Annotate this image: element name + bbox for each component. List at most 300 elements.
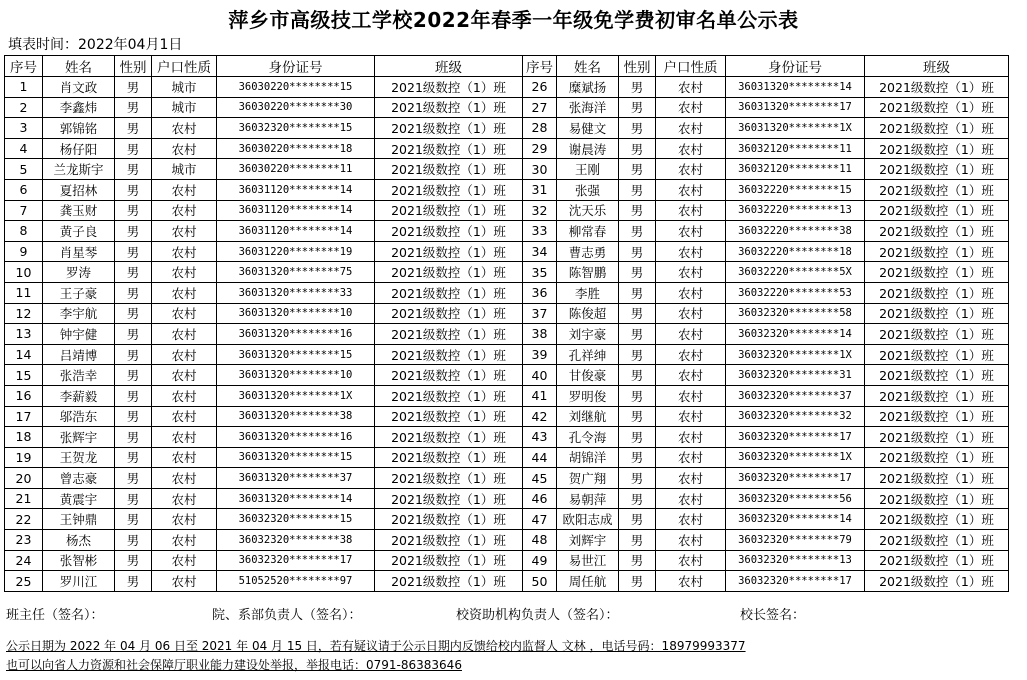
id-number: 36032220********38 bbox=[726, 221, 865, 242]
row-no: 19 bbox=[5, 447, 43, 468]
student-name: 王钟鼎 bbox=[43, 509, 115, 530]
id-number: 36031320********10 bbox=[217, 365, 375, 386]
student-name: 张海洋 bbox=[557, 97, 619, 118]
gender: 男 bbox=[115, 77, 152, 98]
id-number: 36032120********11 bbox=[726, 138, 865, 159]
id-number: 36032120********11 bbox=[726, 159, 865, 180]
row-no: 42 bbox=[523, 406, 557, 427]
id-number: 36031320********15 bbox=[217, 344, 375, 365]
class-name: 2021级数控（1）班 bbox=[375, 406, 523, 427]
row-no: 1 bbox=[5, 77, 43, 98]
student-name: 孔祥绅 bbox=[557, 344, 619, 365]
household-type: 农村 bbox=[152, 138, 217, 159]
gender: 男 bbox=[619, 282, 656, 303]
row-no: 28 bbox=[523, 118, 557, 139]
row-no: 32 bbox=[523, 200, 557, 221]
gender: 男 bbox=[115, 262, 152, 283]
id-number: 36032320********14 bbox=[726, 509, 865, 530]
gender: 男 bbox=[115, 385, 152, 406]
row-no: 46 bbox=[523, 488, 557, 509]
gender: 男 bbox=[619, 241, 656, 262]
table-row bbox=[5, 488, 1009, 509]
household-type: 城市 bbox=[152, 77, 217, 98]
header-name: 姓名 bbox=[43, 56, 115, 77]
household-type: 农村 bbox=[656, 118, 726, 139]
student-name: 张智彬 bbox=[43, 550, 115, 571]
student-name: 易世江 bbox=[557, 550, 619, 571]
class-name: 2021级数控（1）班 bbox=[375, 179, 523, 200]
class-name: 2021级数控（1）班 bbox=[375, 200, 523, 221]
id-number: 36032320********38 bbox=[217, 530, 375, 551]
student-name: 张浩幸 bbox=[43, 365, 115, 386]
page-title: 萍乡市高级技工学校2022年春季一年级免学费初审名单公示表 bbox=[228, 8, 799, 32]
gender: 男 bbox=[115, 488, 152, 509]
class-name: 2021级数控（1）班 bbox=[865, 365, 1009, 386]
student-name: 甘俊豪 bbox=[557, 365, 619, 386]
gender: 男 bbox=[619, 447, 656, 468]
class-name: 2021级数控（1）班 bbox=[375, 344, 523, 365]
row-no: 43 bbox=[523, 427, 557, 448]
student-name: 刘宇豪 bbox=[557, 324, 619, 345]
class-name: 2021级数控（1）班 bbox=[865, 159, 1009, 180]
student-name: 邬浩东 bbox=[43, 406, 115, 427]
student-name: 王子豪 bbox=[43, 282, 115, 303]
table-row bbox=[5, 509, 1009, 530]
household-type: 农村 bbox=[152, 344, 217, 365]
table-row bbox=[5, 550, 1009, 571]
household-type: 农村 bbox=[656, 530, 726, 551]
household-type: 农村 bbox=[656, 241, 726, 262]
student-name: 刘继航 bbox=[557, 406, 619, 427]
household-type: 农村 bbox=[656, 427, 726, 448]
class-name: 2021级数控（1）班 bbox=[865, 530, 1009, 551]
household-type: 农村 bbox=[656, 447, 726, 468]
table-row bbox=[5, 97, 1009, 118]
gender: 男 bbox=[115, 118, 152, 139]
id-number: 36032220********13 bbox=[726, 200, 865, 221]
gender: 男 bbox=[619, 344, 656, 365]
id-number: 36030220********15 bbox=[217, 77, 375, 98]
row-no: 23 bbox=[5, 530, 43, 551]
row-no: 5 bbox=[5, 159, 43, 180]
gender: 男 bbox=[115, 179, 152, 200]
row-no: 4 bbox=[5, 138, 43, 159]
aid-office-head-signature: 校资助机构负责人（签名）： bbox=[456, 608, 619, 623]
class-name: 2021级数控（1）班 bbox=[375, 427, 523, 448]
id-number: 36032220********18 bbox=[726, 241, 865, 262]
row-no: 18 bbox=[5, 427, 43, 448]
student-name: 刘辉宇 bbox=[557, 530, 619, 551]
student-name: 肖星琴 bbox=[43, 241, 115, 262]
id-number: 36031320********10 bbox=[217, 303, 375, 324]
table-row bbox=[5, 303, 1009, 324]
id-number: 36031120********14 bbox=[217, 179, 375, 200]
household-type: 农村 bbox=[656, 200, 726, 221]
table-row bbox=[5, 468, 1009, 489]
class-name: 2021级数控（1）班 bbox=[865, 385, 1009, 406]
id-number: 36032220********5X bbox=[726, 262, 865, 283]
id-number: 36030220********11 bbox=[217, 159, 375, 180]
household-type: 农村 bbox=[152, 571, 217, 592]
household-type: 农村 bbox=[656, 488, 726, 509]
row-no: 24 bbox=[5, 550, 43, 571]
fill-date: 填表时间：2022年04月1日 bbox=[8, 37, 183, 53]
id-number: 36032320********15 bbox=[217, 118, 375, 139]
gender: 男 bbox=[619, 571, 656, 592]
household-type: 农村 bbox=[656, 221, 726, 242]
student-name: 李鑫炜 bbox=[43, 97, 115, 118]
table-row bbox=[5, 427, 1009, 448]
household-type: 农村 bbox=[656, 262, 726, 283]
table-row bbox=[5, 282, 1009, 303]
class-name: 2021级数控（1）班 bbox=[865, 468, 1009, 489]
id-number: 36031320********1X bbox=[217, 385, 375, 406]
class-name: 2021级数控（1）班 bbox=[865, 303, 1009, 324]
class-name: 2021级数控（1）班 bbox=[865, 97, 1009, 118]
row-no: 17 bbox=[5, 406, 43, 427]
gender: 男 bbox=[619, 138, 656, 159]
class-name: 2021级数控（1）班 bbox=[375, 282, 523, 303]
table-row bbox=[5, 571, 1009, 592]
student-name: 罗明俊 bbox=[557, 385, 619, 406]
gender: 男 bbox=[619, 324, 656, 345]
household-type: 农村 bbox=[152, 200, 217, 221]
student-name: 曹志勇 bbox=[557, 241, 619, 262]
student-name: 陈俊超 bbox=[557, 303, 619, 324]
household-type: 农村 bbox=[152, 427, 217, 448]
table-row bbox=[5, 530, 1009, 551]
student-name: 李宇航 bbox=[43, 303, 115, 324]
row-no: 26 bbox=[523, 77, 557, 98]
id-number: 36031320********14 bbox=[217, 488, 375, 509]
row-no: 45 bbox=[523, 468, 557, 489]
id-number: 36032220********15 bbox=[726, 179, 865, 200]
class-name: 2021级数控（1）班 bbox=[865, 241, 1009, 262]
student-name: 王贺龙 bbox=[43, 447, 115, 468]
class-name: 2021级数控（1）班 bbox=[865, 447, 1009, 468]
class-name: 2021级数控（1）班 bbox=[375, 530, 523, 551]
row-no: 35 bbox=[523, 262, 557, 283]
class-name: 2021级数控（1）班 bbox=[375, 159, 523, 180]
row-no: 38 bbox=[523, 324, 557, 345]
class-name: 2021级数控（1）班 bbox=[865, 262, 1009, 283]
class-name: 2021级数控（1）班 bbox=[865, 571, 1009, 592]
row-no: 31 bbox=[523, 179, 557, 200]
id-number: 36032320********17 bbox=[217, 550, 375, 571]
class-name: 2021级数控（1）班 bbox=[865, 282, 1009, 303]
id-number: 36032320********17 bbox=[726, 468, 865, 489]
table-row bbox=[5, 138, 1009, 159]
row-no: 21 bbox=[5, 488, 43, 509]
id-number: 36032320********14 bbox=[726, 324, 865, 345]
household-type: 农村 bbox=[656, 282, 726, 303]
id-number: 36032320********17 bbox=[726, 427, 865, 448]
class-name: 2021级数控（1）班 bbox=[375, 365, 523, 386]
row-no: 44 bbox=[523, 447, 557, 468]
class-name: 2021级数控（1）班 bbox=[375, 550, 523, 571]
student-name: 柳常春 bbox=[557, 221, 619, 242]
table-row bbox=[5, 77, 1009, 98]
row-no: 14 bbox=[5, 344, 43, 365]
gender: 男 bbox=[115, 550, 152, 571]
gender: 男 bbox=[115, 509, 152, 530]
id-number: 36031320********15 bbox=[217, 447, 375, 468]
header-gender: 性别 bbox=[115, 56, 152, 77]
row-no: 48 bbox=[523, 530, 557, 551]
student-name: 易健文 bbox=[557, 118, 619, 139]
row-no: 41 bbox=[523, 385, 557, 406]
gender: 男 bbox=[115, 241, 152, 262]
dept-head-signature: 院、系部负责人（签名）： bbox=[212, 608, 362, 623]
class-name: 2021级数控（1）班 bbox=[865, 200, 1009, 221]
student-name: 贺广翔 bbox=[557, 468, 619, 489]
household-type: 农村 bbox=[152, 262, 217, 283]
gender: 男 bbox=[619, 303, 656, 324]
student-name: 罗涛 bbox=[43, 262, 115, 283]
header-no: 序号 bbox=[5, 56, 43, 77]
class-name: 2021级数控（1）班 bbox=[375, 571, 523, 592]
household-type: 农村 bbox=[152, 303, 217, 324]
header-class: 班级 bbox=[865, 56, 1009, 77]
class-name: 2021级数控（1）班 bbox=[375, 488, 523, 509]
gender: 男 bbox=[619, 468, 656, 489]
id-number: 36031220********19 bbox=[217, 241, 375, 262]
student-name: 黄子良 bbox=[43, 221, 115, 242]
student-name: 张强 bbox=[557, 179, 619, 200]
class-name: 2021级数控（1）班 bbox=[375, 262, 523, 283]
household-type: 城市 bbox=[152, 159, 217, 180]
class-name: 2021级数控（1）班 bbox=[865, 406, 1009, 427]
class-name: 2021级数控（1）班 bbox=[375, 221, 523, 242]
id-number: 36032320********1X bbox=[726, 344, 865, 365]
household-type: 农村 bbox=[152, 282, 217, 303]
household-type: 农村 bbox=[152, 179, 217, 200]
class-name: 2021级数控（1）班 bbox=[865, 488, 1009, 509]
row-no: 9 bbox=[5, 241, 43, 262]
student-name: 张辉宇 bbox=[43, 427, 115, 448]
row-no: 37 bbox=[523, 303, 557, 324]
id-number: 51052520********97 bbox=[217, 571, 375, 592]
student-name: 谢晨涛 bbox=[557, 138, 619, 159]
id-number: 36032320********56 bbox=[726, 488, 865, 509]
id-number: 36031320********17 bbox=[726, 97, 865, 118]
row-no: 13 bbox=[5, 324, 43, 345]
table-row bbox=[5, 262, 1009, 283]
household-type: 城市 bbox=[152, 97, 217, 118]
row-no: 29 bbox=[523, 138, 557, 159]
id-number: 36032320********79 bbox=[726, 530, 865, 551]
class-name: 2021级数控（1）班 bbox=[865, 221, 1009, 242]
class-name: 2021级数控（1）班 bbox=[865, 550, 1009, 571]
student-name: 李胜 bbox=[557, 282, 619, 303]
class-name: 2021级数控（1）班 bbox=[865, 344, 1009, 365]
row-no: 11 bbox=[5, 282, 43, 303]
id-number: 36031320********14 bbox=[726, 77, 865, 98]
class-name: 2021级数控（1）班 bbox=[865, 509, 1009, 530]
class-name: 2021级数控（1）班 bbox=[375, 324, 523, 345]
table-row bbox=[5, 179, 1009, 200]
row-no: 16 bbox=[5, 385, 43, 406]
row-no: 2 bbox=[5, 97, 43, 118]
header-id-number: 身份证号 bbox=[726, 56, 865, 77]
student-name: 李薪毅 bbox=[43, 385, 115, 406]
id-number: 36032220********53 bbox=[726, 282, 865, 303]
household-type: 农村 bbox=[656, 509, 726, 530]
id-number: 36032320********32 bbox=[726, 406, 865, 427]
row-no: 40 bbox=[523, 365, 557, 386]
gender: 男 bbox=[619, 530, 656, 551]
class-name: 2021级数控（1）班 bbox=[865, 179, 1009, 200]
household-type: 农村 bbox=[152, 385, 217, 406]
gender: 男 bbox=[115, 427, 152, 448]
class-name: 2021级数控（1）班 bbox=[865, 427, 1009, 448]
gender: 男 bbox=[115, 221, 152, 242]
gender: 男 bbox=[115, 406, 152, 427]
student-name: 曾志豪 bbox=[43, 468, 115, 489]
student-name: 兰龙斯宇 bbox=[43, 159, 115, 180]
gender: 男 bbox=[619, 179, 656, 200]
row-no: 30 bbox=[523, 159, 557, 180]
header-household-type: 户口性质 bbox=[656, 56, 726, 77]
gender: 男 bbox=[619, 221, 656, 242]
student-name: 胡锦洋 bbox=[557, 447, 619, 468]
gender: 男 bbox=[619, 365, 656, 386]
row-no: 27 bbox=[523, 97, 557, 118]
class-name: 2021级数控（1）班 bbox=[375, 447, 523, 468]
student-name: 陈智鹏 bbox=[557, 262, 619, 283]
gender: 男 bbox=[115, 365, 152, 386]
head-teacher-signature: 班主任（签名）： bbox=[6, 608, 104, 623]
gender: 男 bbox=[619, 550, 656, 571]
household-type: 农村 bbox=[656, 571, 726, 592]
household-type: 农村 bbox=[656, 324, 726, 345]
header-gender: 性别 bbox=[619, 56, 656, 77]
student-name: 沈天乐 bbox=[557, 200, 619, 221]
class-name: 2021级数控（1）班 bbox=[375, 138, 523, 159]
student-name: 夏招林 bbox=[43, 179, 115, 200]
table-row bbox=[5, 324, 1009, 345]
gender: 男 bbox=[115, 138, 152, 159]
row-no: 15 bbox=[5, 365, 43, 386]
household-type: 农村 bbox=[656, 303, 726, 324]
gender: 男 bbox=[619, 200, 656, 221]
household-type: 农村 bbox=[152, 530, 217, 551]
class-name: 2021级数控（1）班 bbox=[375, 118, 523, 139]
header-class: 班级 bbox=[375, 56, 523, 77]
class-name: 2021级数控（1）班 bbox=[375, 77, 523, 98]
row-no: 12 bbox=[5, 303, 43, 324]
student-name: 肖文政 bbox=[43, 77, 115, 98]
student-name: 黄震宇 bbox=[43, 488, 115, 509]
table-row bbox=[5, 159, 1009, 180]
gender: 男 bbox=[115, 571, 152, 592]
row-no: 22 bbox=[5, 509, 43, 530]
student-name: 郭锦铭 bbox=[43, 118, 115, 139]
household-type: 农村 bbox=[656, 406, 726, 427]
table-row bbox=[5, 200, 1009, 221]
table-row bbox=[5, 241, 1009, 262]
class-name: 2021级数控（1）班 bbox=[865, 118, 1009, 139]
household-type: 农村 bbox=[152, 406, 217, 427]
id-number: 36032320********37 bbox=[726, 385, 865, 406]
id-number: 36032320********58 bbox=[726, 303, 865, 324]
student-name: 周任航 bbox=[557, 571, 619, 592]
row-no: 34 bbox=[523, 241, 557, 262]
row-no: 20 bbox=[5, 468, 43, 489]
notice-line-2: 也可以向省人力资源和社会保障厅职业能力建设处举报，举报电话：0791-86383646 bbox=[6, 658, 462, 672]
student-name: 易朝萍 bbox=[557, 488, 619, 509]
household-type: 农村 bbox=[656, 385, 726, 406]
household-type: 农村 bbox=[152, 509, 217, 530]
header-no: 序号 bbox=[523, 56, 557, 77]
table-row bbox=[5, 365, 1009, 386]
id-number: 36030220********18 bbox=[217, 138, 375, 159]
gender: 男 bbox=[619, 385, 656, 406]
student-name: 杨仔阳 bbox=[43, 138, 115, 159]
table-row bbox=[5, 118, 1009, 139]
row-no: 47 bbox=[523, 509, 557, 530]
id-number: 36031320********16 bbox=[217, 324, 375, 345]
gender: 男 bbox=[115, 282, 152, 303]
table-row bbox=[5, 221, 1009, 242]
class-name: 2021级数控（1）班 bbox=[375, 303, 523, 324]
class-name: 2021级数控（1）班 bbox=[375, 385, 523, 406]
gender: 男 bbox=[619, 77, 656, 98]
household-type: 农村 bbox=[656, 138, 726, 159]
row-no: 25 bbox=[5, 571, 43, 592]
notice-line-1: 公示日期为 2022 年 04 月 06 日至 2021 年 04 月 15 日，若有疑议请于公示日期内反馈给校内监督人 文林 ，电话号码：18979993377 bbox=[6, 639, 746, 653]
class-name: 2021级数控（1）班 bbox=[375, 97, 523, 118]
gender: 男 bbox=[619, 488, 656, 509]
row-no: 3 bbox=[5, 118, 43, 139]
household-type: 农村 bbox=[656, 468, 726, 489]
header-household-type: 户口性质 bbox=[152, 56, 217, 77]
student-name: 孔令海 bbox=[557, 427, 619, 448]
row-no: 7 bbox=[5, 200, 43, 221]
gender: 男 bbox=[619, 406, 656, 427]
row-no: 33 bbox=[523, 221, 557, 242]
id-number: 36032320********13 bbox=[726, 550, 865, 571]
row-no: 39 bbox=[523, 344, 557, 365]
gender: 男 bbox=[115, 97, 152, 118]
id-number: 36031320********16 bbox=[217, 427, 375, 448]
id-number: 36031320********37 bbox=[217, 468, 375, 489]
student-name: 糜斌扬 bbox=[557, 77, 619, 98]
student-name: 龚玉财 bbox=[43, 200, 115, 221]
student-name: 杨杰 bbox=[43, 530, 115, 551]
household-type: 农村 bbox=[152, 365, 217, 386]
row-no: 6 bbox=[5, 179, 43, 200]
id-number: 36032320********1X bbox=[726, 447, 865, 468]
gender: 男 bbox=[115, 468, 152, 489]
class-name: 2021级数控（1）班 bbox=[375, 468, 523, 489]
household-type: 农村 bbox=[656, 344, 726, 365]
household-type: 农村 bbox=[656, 159, 726, 180]
row-no: 49 bbox=[523, 550, 557, 571]
id-number: 36032320********17 bbox=[726, 571, 865, 592]
class-name: 2021级数控（1）班 bbox=[865, 324, 1009, 345]
gender: 男 bbox=[619, 118, 656, 139]
gender: 男 bbox=[115, 344, 152, 365]
header-id-number: 身份证号 bbox=[217, 56, 375, 77]
roster-table bbox=[4, 55, 1009, 592]
class-name: 2021级数控（1）班 bbox=[375, 241, 523, 262]
household-type: 农村 bbox=[656, 97, 726, 118]
table-row bbox=[5, 344, 1009, 365]
id-number: 36031320********38 bbox=[217, 406, 375, 427]
household-type: 农村 bbox=[152, 241, 217, 262]
id-number: 36031320********33 bbox=[217, 282, 375, 303]
